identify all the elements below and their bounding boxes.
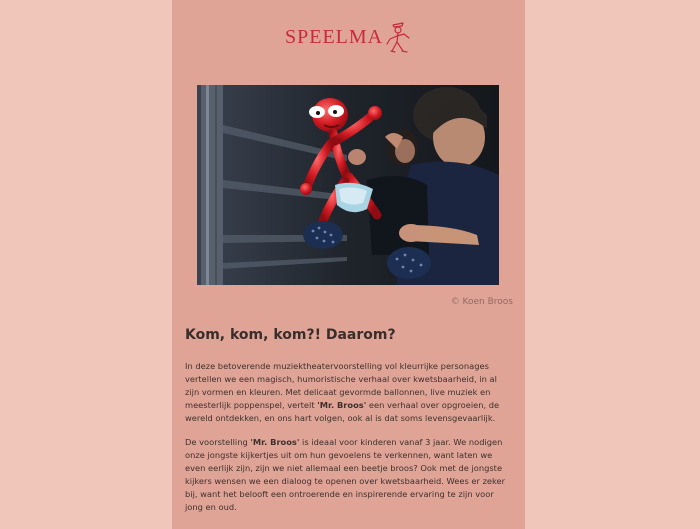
puppet-figure-icon (385, 20, 415, 54)
paragraph-1-text-end: een verhaal over opgroeien, de wereld ontdekken, en ons hart volgen, ook al is dat soms levensgevaarlijk. (185, 400, 500, 423)
article-paragraph-2 (185, 436, 511, 514)
logo-text: SPEELMA (285, 26, 384, 48)
newsletter-column (172, 0, 525, 529)
photo-credit: © Koen Broos (450, 297, 513, 307)
show-title-bold: 'Mr. Broos' (317, 400, 367, 410)
balloon-puppet-photo (197, 85, 499, 285)
article-heading: Kom, kom, kom?! Daarom? (185, 327, 396, 343)
paragraph-2-text-start: De voorstelling (185, 437, 251, 447)
article-paragraph-1 (185, 360, 511, 425)
paragraph-1-text-start: In deze betoverende muziektheatervoorstelling vol kleurrijke personages vertellen we een magisch, humoristische verhaal over kwetsbaarheid, in al zijn vormen en kleuren. Met delicaat gevormde ballonnen, live muziek en meesterlijk poppenspel, vertelt (185, 361, 497, 410)
speelman-logo[interactable] (285, 20, 415, 54)
photo-illustration (197, 85, 499, 285)
show-title-bold: 'Mr. Broos' (250, 437, 300, 447)
paragraph-2-text-end: is ideaal voor kinderen vanaf 3 jaar. We nodigen onze jongste kijkertjes uit om hun gevoelens te verkennen, want laten we even eerlijk zijn, zijn we niet allemaal een beetje broos? Ook met de jongste kijkers wensen we een dialoog te openen over kwetsbaarheid. Wees er zeker bij, want het belooft een ontroerende en inspirerende ervaring te zijn voor jong en oud. (185, 437, 506, 512)
